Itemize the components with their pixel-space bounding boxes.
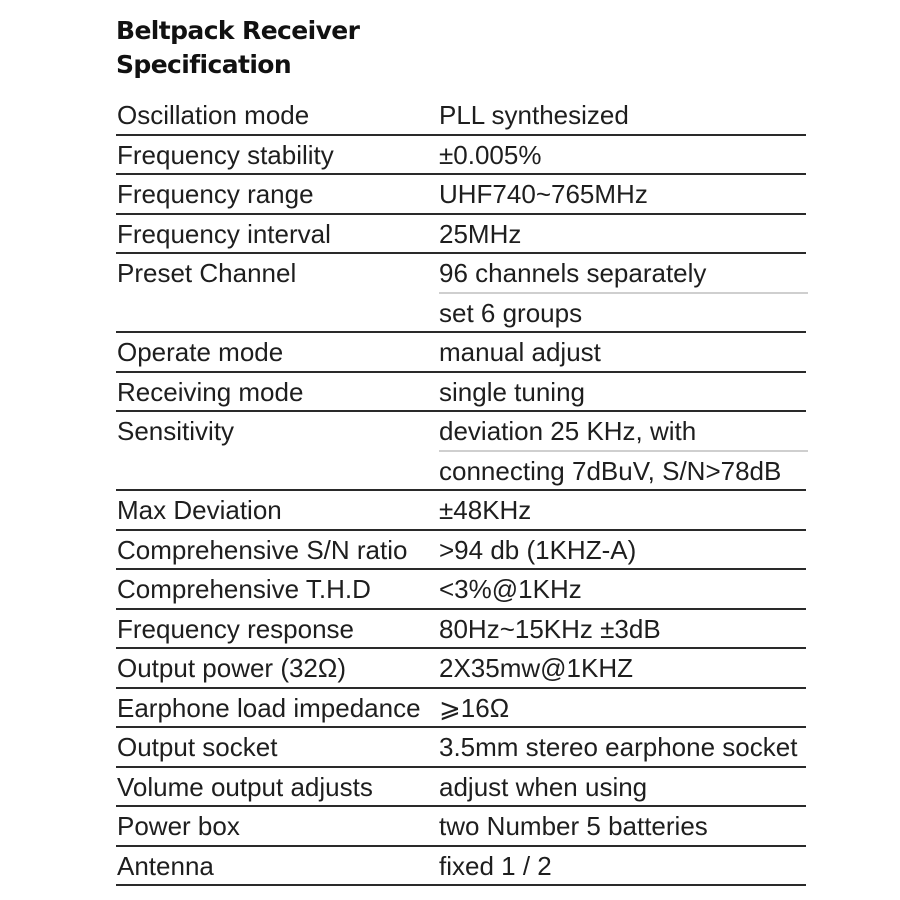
spec-value	[439, 768, 806, 808]
spec-table	[116, 96, 806, 886]
spec-row	[116, 215, 806, 255]
spec-value-line: single tuning	[439, 376, 585, 407]
spec-value	[439, 333, 806, 373]
spec-value-line: 80Hz~15KHz ±3dB	[439, 613, 661, 644]
spec-heading	[116, 14, 359, 82]
spec-value	[439, 254, 806, 333]
spec-value-line: manual adjust	[439, 337, 601, 367]
spec-value	[439, 531, 806, 571]
spec-label: Output power (32Ω)	[117, 653, 346, 683]
spec-row	[116, 96, 806, 136]
spec-label: Receiving mode	[117, 376, 304, 407]
spec-value-line: ±0.005%	[439, 139, 542, 170]
spec-value	[439, 215, 806, 255]
spec-value	[439, 373, 806, 413]
spec-value-line: connecting 7dBuV, S/N>78dB	[439, 455, 782, 486]
spec-value	[439, 491, 806, 531]
spec-row	[116, 768, 806, 808]
spec-label: Frequency interval	[117, 218, 331, 249]
spec-row	[116, 531, 806, 571]
spec-row	[116, 570, 806, 610]
spec-row	[116, 807, 806, 847]
spec-value-line: <3%@1KHz	[439, 574, 582, 604]
spec-value-line: 2X35mw@1KHZ	[439, 653, 634, 683]
spec-row	[116, 649, 806, 689]
spec-value	[439, 807, 806, 847]
spec-row	[116, 412, 806, 491]
spec-label: Comprehensive T.H.D	[117, 574, 371, 604]
spec-row	[116, 689, 806, 729]
spec-value	[439, 412, 806, 491]
spec-label: Frequency response	[117, 613, 355, 644]
spec-label: Antenna	[117, 850, 214, 881]
spec-value-line: deviation 25 KHz, with	[439, 412, 806, 452]
spec-label: Earphone load impedance	[117, 692, 421, 723]
spec-value	[439, 689, 806, 729]
spec-value-line: ⩾16Ω	[439, 692, 510, 723]
spec-value	[439, 96, 806, 136]
spec-label: Frequency stability	[117, 139, 334, 170]
spec-value-line: 25MHz	[439, 218, 522, 249]
spec-value	[439, 175, 806, 215]
heading-line-2: Specification	[116, 50, 292, 79]
spec-value-line: 96 channels separately	[439, 254, 806, 294]
spec-value	[439, 136, 806, 176]
spec-label: Preset Channel	[117, 258, 297, 288]
spec-value	[439, 728, 806, 768]
spec-value-line: adjust when using	[439, 771, 648, 802]
spec-label: Max Deviation	[117, 495, 282, 525]
spec-value	[439, 610, 806, 650]
spec-row	[116, 254, 806, 333]
spec-value	[439, 570, 806, 610]
spec-value	[439, 847, 806, 887]
spec-row	[116, 847, 806, 887]
spec-value-line: ±48KHz	[439, 495, 532, 525]
spec-label: Sensitivity	[117, 416, 235, 446]
spec-row	[116, 491, 806, 531]
spec-label: Frequency range	[117, 179, 314, 209]
spec-row	[116, 610, 806, 650]
spec-value-line: >94 db (1KHZ-A)	[439, 534, 637, 565]
spec-row	[116, 728, 806, 768]
spec-row	[116, 333, 806, 373]
spec-value-line: set 6 groups	[439, 297, 583, 328]
spec-value-line: fixed 1 / 2	[439, 850, 552, 881]
spec-row	[116, 175, 806, 215]
spec-value-line: two Number 5 batteries	[439, 811, 708, 841]
spec-label: Comprehensive S/N ratio	[117, 534, 408, 565]
spec-row	[116, 136, 806, 176]
spec-label: Output socket	[117, 732, 278, 762]
spec-value	[439, 649, 806, 689]
spec-value-line: PLL synthesized	[439, 100, 629, 130]
spec-value-line: UHF740~765MHz	[439, 179, 648, 209]
heading-line-1: Beltpack Receiver	[116, 16, 360, 45]
spec-value-line: 3.5mm stereo earphone socket	[439, 732, 798, 762]
spec-label: Operate mode	[117, 337, 284, 367]
spec-label: Power box	[117, 811, 240, 841]
spec-label: Oscillation mode	[117, 100, 310, 130]
spec-label: Volume output adjusts	[117, 771, 373, 802]
spec-row	[116, 373, 806, 413]
